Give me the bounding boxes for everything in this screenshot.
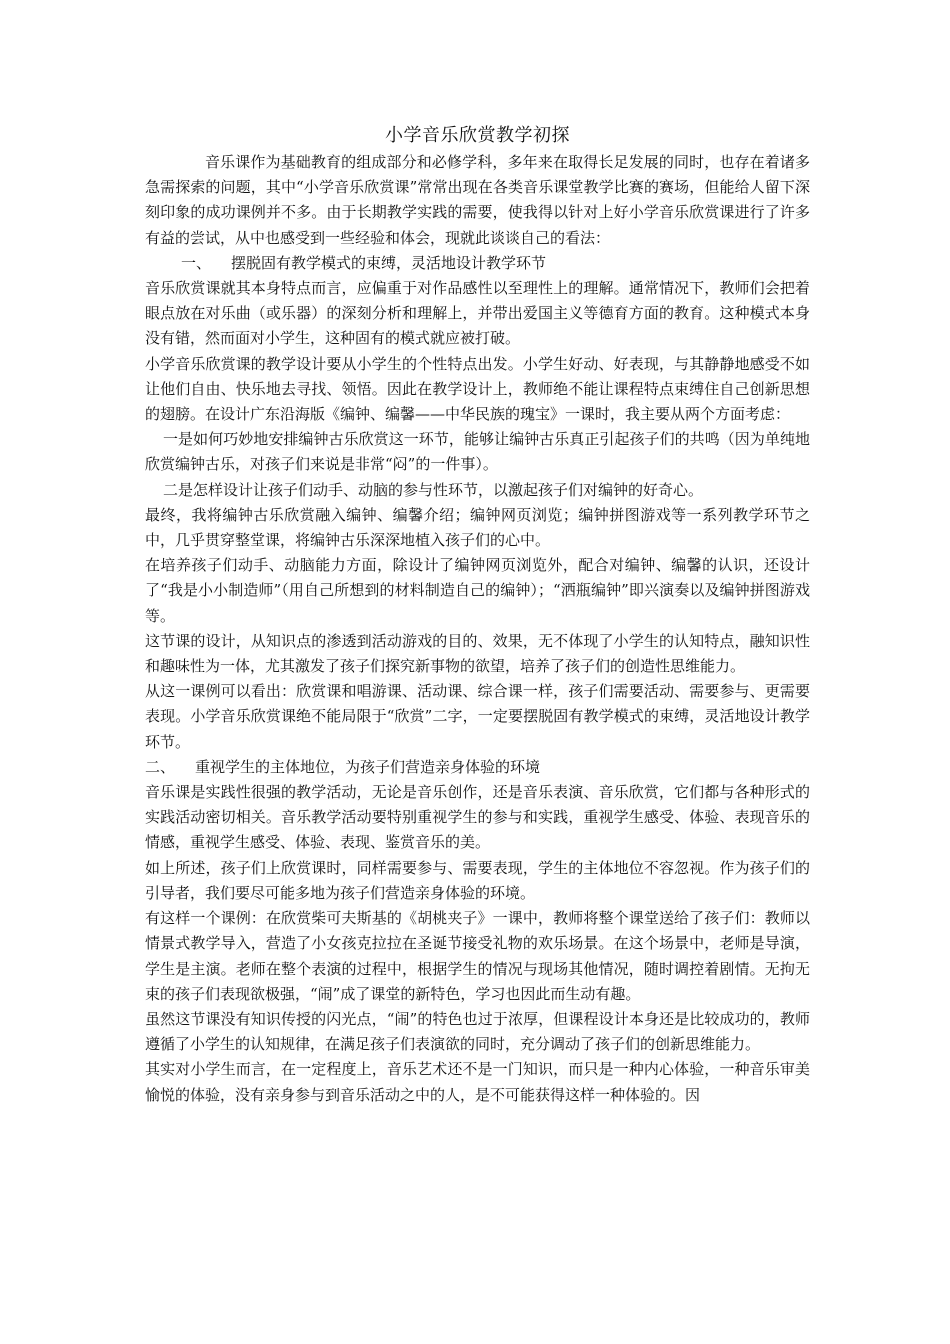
paragraph: 音乐欣赏课就其本身特点而言，应偏重于对作品感性以至理性上的理解。通常情况下，教师们会把着眼点放在对乐曲（或乐器）的深刻分析和理解上，并带出爱国主义等德育方面的教育。这种模式本身没有错，然而面对小学生，这种固有的模式就应被打破。 — [145, 279, 810, 348]
paragraph: 虽然这节课没有知识传授的闪光点，“闹”的特色也过于浓厚，但课程设计本身还是比较成功的，教师遵循了小学生的认知规律，在满足孩子们表演欲的同时，充分调动了孩子们的创新思维能力。 — [145, 1009, 810, 1054]
paragraph: 从这一课例可以看出：欣赏课和唱游课、活动课、综合课一样，孩子们需要活动、需要参与、更需要表现。小学音乐欣赏课绝不能局限于“欣赏”二字，一定要摆脱固有教学模式的束缚，灵活地设计教学环节。 — [145, 682, 810, 751]
paragraph: 小学音乐欣赏课的教学设计要从小学生的个性特点出发。小学生好动、好表现，与其静静地感受不如让他们自由、快乐地去寻找、领悟。因此在教学设计上，教师绝不能让课程特点束缚住自己创新思想的翅膀。在设计广东沿海版《编钟、编馨——中华民族的瑰宝》一课时，我主要从两个方面考虑： — [145, 354, 810, 424]
section-number-1: 一、 — [181, 253, 212, 272]
paragraph: 一是如何巧妙地安排编钟古乐欣赏这一环节，能够让编钟古乐真正引起孩子们的共鸣（因为单纯地欣赏编钟古乐，对孩子们来说是非常“闷”的一件事）。 — [145, 430, 810, 474]
section-heading-text-2: 重视学生的主体地位，为孩子们营造亲身体验的环境 — [195, 757, 541, 776]
intro-paragraph: 音乐课作为基础教育的组成部分和必修学科，多年来在取得长足发展的同时，也存在着诸多急需探索的问题，其中“小学音乐欣赏课”常常出现在各类音乐课堂教学比赛的赛场，但能给人留下深刻印象的成功课例并不多。由于长期教学实践的需要，使我得以针对上好小学音乐欣赏课进行了许多有益的尝试，从中也感受到一些经验和体会，现就此谈谈自己的看法： — [145, 153, 810, 247]
section-heading-text-1: 摆脱固有教学模式的束缚，灵活地设计教学环节 — [231, 253, 547, 272]
paragraph: 如上所述，孩子们上欣赏课时，同样需要参与、需要表现，学生的主体地位不容忽视。作为孩子们的引导者，我们要尽可能多地为孩子们营造亲身体验的环境。 — [145, 858, 810, 902]
section-number-2: 二、 — [145, 757, 176, 776]
paragraph: 其实对小学生而言，在一定程度上，音乐艺术还不是一门知识，而只是一种内心体验，一种音乐审美愉悦的体验，没有亲身参与到音乐活动之中的人，是不可能获得这样一种体验的。因 — [145, 1060, 810, 1104]
paragraph: 二是怎样设计让孩子们动手、动脑的参与性环节，以激起孩子们对编钟的好奇心。 — [163, 480, 704, 499]
paragraph: 最终，我将编钟古乐欣赏融入编钟、编馨介绍；编钟网页浏览；编钟拼图游戏等一系列教学环节之中，几乎贯穿整堂课，将编钟古乐深深地植入孩子们的心中。 — [145, 505, 810, 550]
page-title: 小学音乐欣赏教学初探 — [385, 125, 570, 146]
paragraph: 音乐课是实践性很强的教学活动，无论是音乐创作，还是音乐表演、音乐欣赏，它们都与各种形式的实践活动密切相关。音乐教学活动要特别重视学生的参与和实践，重视学生感受、体验、表现音乐的情感，重视学生感受、体验、表现、鉴赏音乐的美。 — [145, 783, 810, 852]
section-heading-2 — [145, 755, 810, 780]
paragraph: 在培养孩子们动手、动脑能力方面，除设计了编钟网页浏览外，配合对编钟、编馨的认识，还设计了“我是小小制造师”（用自己所想到的材料制造自己的编钟）；“洒瓶编钟”即兴演奏以及编钟拼图游戏等。 — [145, 556, 810, 625]
paragraph: 有这样一个课例：在欣赏柴可夫斯基的《胡桃夹子》一课中，教师将整个课堂送给了孩子们：教师以情景式教学导入，营造了小女孩克拉拉在圣诞节接受礼物的欢乐场景。在这个场景中，老师是导演，学生是主演。老师在整个表演的过程中，根据学生的情况与现场其他情况，随时调控着剧情。无拘无束的孩子们表现欲极强，“闹”成了课堂的新特色，学习也因此而生动有趣。 — [145, 909, 810, 1003]
document-body — [145, 122, 810, 1108]
paragraph: 这节课的设计，从知识点的渗透到活动游戏的目的、效果，无不体现了小学生的认知特点，融知识性和趣味性为一体，尤其激发了孩子们探究新事物的欲望，培养了孩子们的创造性思维能力。 — [145, 631, 810, 676]
section-heading-1 — [145, 251, 810, 276]
